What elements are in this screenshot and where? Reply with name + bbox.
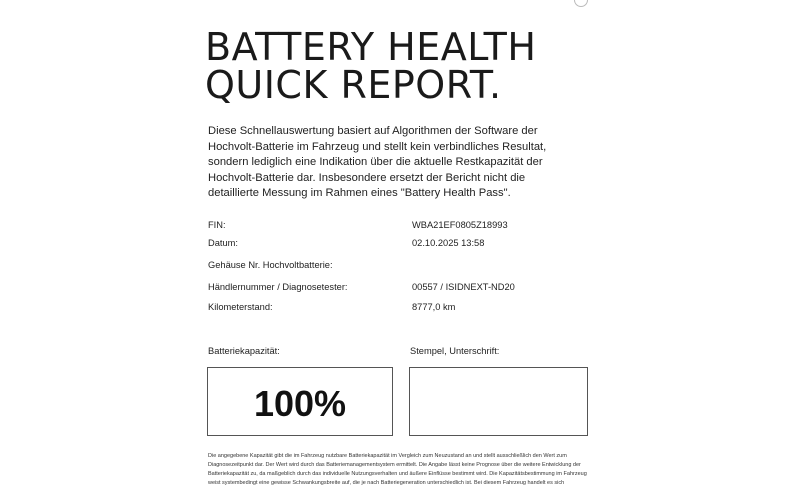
stamp-label: Stempel, Unterschrift: <box>410 346 500 356</box>
field-value-dealer-tester: 00557 / ISIDNEXT-ND20 <box>412 282 515 292</box>
field-value-date: 02.10.2025 13:58 <box>412 238 485 248</box>
field-label-mileage: Kilometerstand: <box>208 302 273 312</box>
report-title-line-2: QUICK REPORT. <box>205 63 502 107</box>
capacity-value: 100% <box>253 383 347 424</box>
capacity-label: Batteriekapazität: <box>208 346 280 356</box>
field-label-fin: FIN: <box>208 220 226 230</box>
field-label-date: Datum: <box>208 238 238 248</box>
report-title-line-1: BATTERY HEALTH <box>205 25 537 69</box>
report-intro: Diese Schnellauswertung basiert auf Algorithmen der Software der Hochvolt-Batterie im Fahrzeug und stellt kein verbindliches Resultat, sondern lediglich eine Indikation über die aktuelle Restkapazität der Hochvolt-Batterie dar. Insbesondere ersetzt der Bericht nicht die detaillierte Messung im Rahmen eines "Battery Health Pass". <box>208 125 547 199</box>
field-label-housing-number: Gehäuse Nr. Hochvoltbatterie: <box>208 260 333 270</box>
page-corner-mark <box>574 0 588 7</box>
field-value-mileage: 8777,0 km <box>412 302 456 312</box>
field-label-dealer-tester: Händlernummer / Diagnosetester: <box>208 282 348 292</box>
capacity-box <box>207 367 393 436</box>
report-title <box>205 25 537 107</box>
stamp-signature-box <box>409 367 588 436</box>
field-value-fin: WBA21EF0805Z18993 <box>412 220 508 230</box>
footnote-disclaimer: Die angegebene Kapazität gibt die im Fahrzeug nutzbare Batteriekapazität im Vergleich zum Neuzustand an und stellt ausschließlich den Wert zum Diagnosezeitpunkt dar. Der Wert wird durch das Batteriemanagementsystem ermittelt. Die Angabe lässt keine Prognose über die weitere Entwicklung der Batteriekapazität zu, da maßgeblich durch das individuelle Nutzungsverhalten und äußere Einflüsse bestimmt wird. Die Kapazitätsbestimmung im Fahrzeug weist systembedingt eine gewisse Schwankungsbreite auf, die je nach Batteriegeneration unterschiedlich ist. Bei diesem Fahrzeug handelt es sich <box>208 453 587 486</box>
